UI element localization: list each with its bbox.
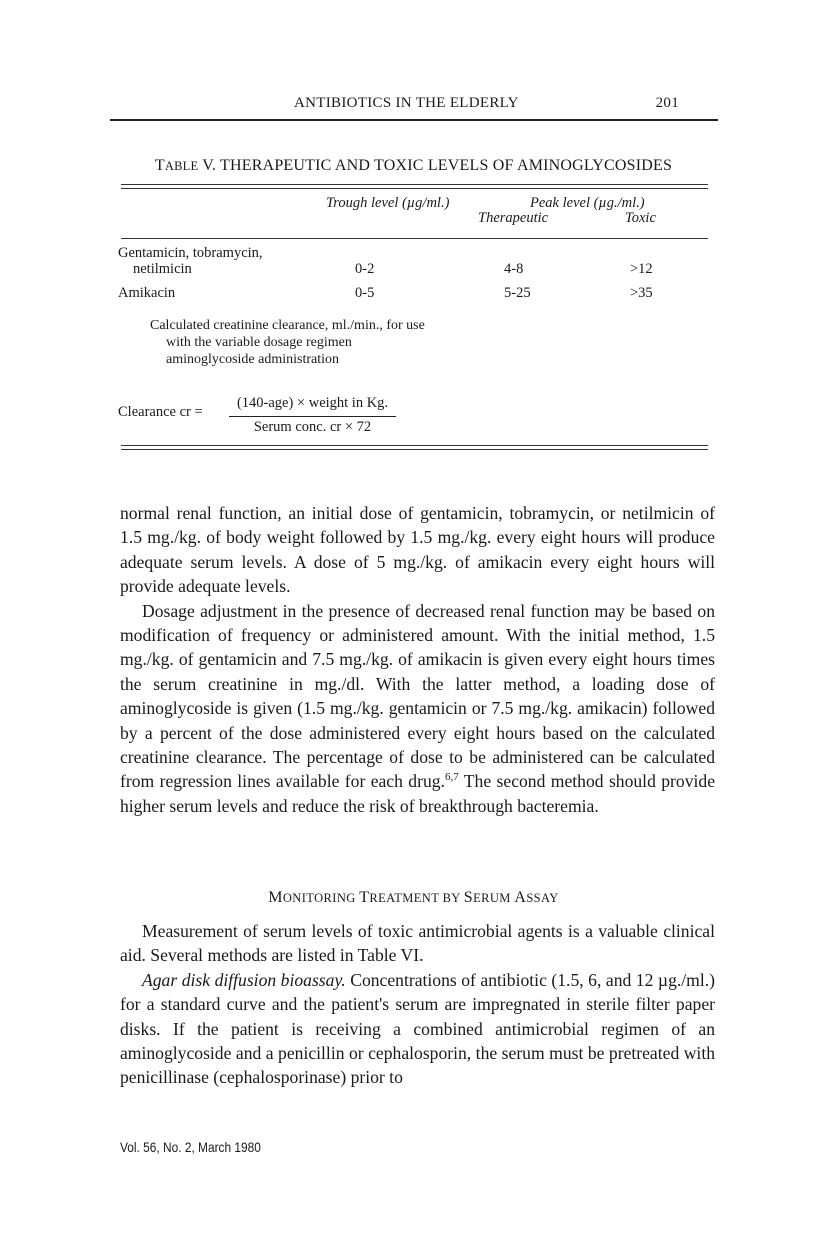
running-title: ANTIBIOTICS IN THE ELDERLY xyxy=(294,95,519,111)
page-number: 201 xyxy=(655,95,679,111)
table-note-line: aminoglycoside administration xyxy=(166,352,340,367)
body-text-top xyxy=(120,501,715,818)
header-rule xyxy=(110,119,718,121)
table-cell-drug: netilmicin xyxy=(133,261,192,277)
col-header-therapeutic: Therapeutic xyxy=(478,210,549,226)
table-cell-therapeutic: 4-8 xyxy=(504,261,524,277)
table-header-rule xyxy=(121,238,708,239)
paragraph: Agar disk diffusion bioassay. Concentrations of antibiotic (1.5, 6, and 12 µg./ml.) for a standard curve and the patient's serum are impregnated in sterile filter paper disks. If the patient is receiving a combined antimicrobial regimen of an aminoglycoside and a penicillin or cephalosporin, the serum must be pretreated with penicillinase (cephalosporinase) prior to xyxy=(120,969,715,1088)
paragraph-run-in-head: Agar disk diffusion bioassay. xyxy=(142,969,346,990)
col-header-trough: Trough level (µg/ml.) xyxy=(326,195,450,211)
table-note-line: with the variable dosage regimen xyxy=(166,335,352,350)
table-caption: TABLE V. THERAPEUTIC AND TOXIC LEVELS OF AMINOGLYCOSIDES xyxy=(154,157,673,174)
table-top-rule xyxy=(121,184,708,189)
formula-denominator: Serum conc. cr × 72 xyxy=(253,419,372,435)
table-cell-drug: Amikacin xyxy=(118,285,176,301)
table-cell-toxic: >35 xyxy=(630,285,653,301)
paragraph: Dosage adjustment in the presence of decreased renal function may be based on modification of frequency or administered amount. With the initial method, 1.5 mg./kg. of gentamicin and 7.5 mg./kg. of amikacin is given every eight hours times the serum creatinine in mg./dl. With the latter method, a loading dose of aminoglycoside is given (1.5 mg./kg. gentamicin or 7.5 mg./kg. amikacin) followed by a percent of the dose administered every eight hours based on the calculated creatinine clearance. The percentage of dose to be administered can be calculated from regression lines available for each drug.$^{6,7}$ The second method should provide higher serum levels and reduce the risk of breakthrough bacteremia. xyxy=(120,600,715,816)
formula-lhs: Clearance cr = xyxy=(118,404,203,420)
table-cell-drug: Gentamicin, tobramycin, xyxy=(118,245,263,261)
formula-fraction-bar xyxy=(229,416,396,417)
table-note-line: Calculated creatinine clearance, ml./min., for use xyxy=(150,318,425,333)
table-bottom-rule xyxy=(121,445,708,450)
reference-superscript: 6,7 xyxy=(444,771,459,784)
formula-numerator: (140-age) × weight in Kg. xyxy=(236,395,389,411)
running-head xyxy=(112,95,715,117)
body-text-bottom xyxy=(120,919,715,1090)
col-header-peak: Peak level (µg./ml.) xyxy=(530,195,645,211)
paragraph: Measurement of serum levels of toxic antimicrobial agents is a valuable clinical aid. Several methods are listed in Table VI. xyxy=(120,921,715,966)
table-cell-trough: 0-5 xyxy=(355,285,375,301)
table-cell-trough: 0-2 xyxy=(355,261,375,277)
col-header-toxic: Toxic xyxy=(625,210,656,226)
paragraph: normal renal function, an initial dose of gentamicin, tobramycin, or netilmicin of 1.5 mg./kg. of body weight followed by 1.5 mg./kg. every eight hours will produce adequate serum levels. A dose of 5 mg./kg. of amikacin every eight hours will provide adequate levels. xyxy=(120,503,715,597)
footer-citation: Vol. 56, No. 2, March 1980 xyxy=(120,1139,261,1155)
section-heading: MONITORING TREATMENT BY SERUM ASSAY xyxy=(268,889,559,906)
table-cell-therapeutic: 5-25 xyxy=(504,285,531,301)
table-cell-toxic: >12 xyxy=(630,261,653,277)
